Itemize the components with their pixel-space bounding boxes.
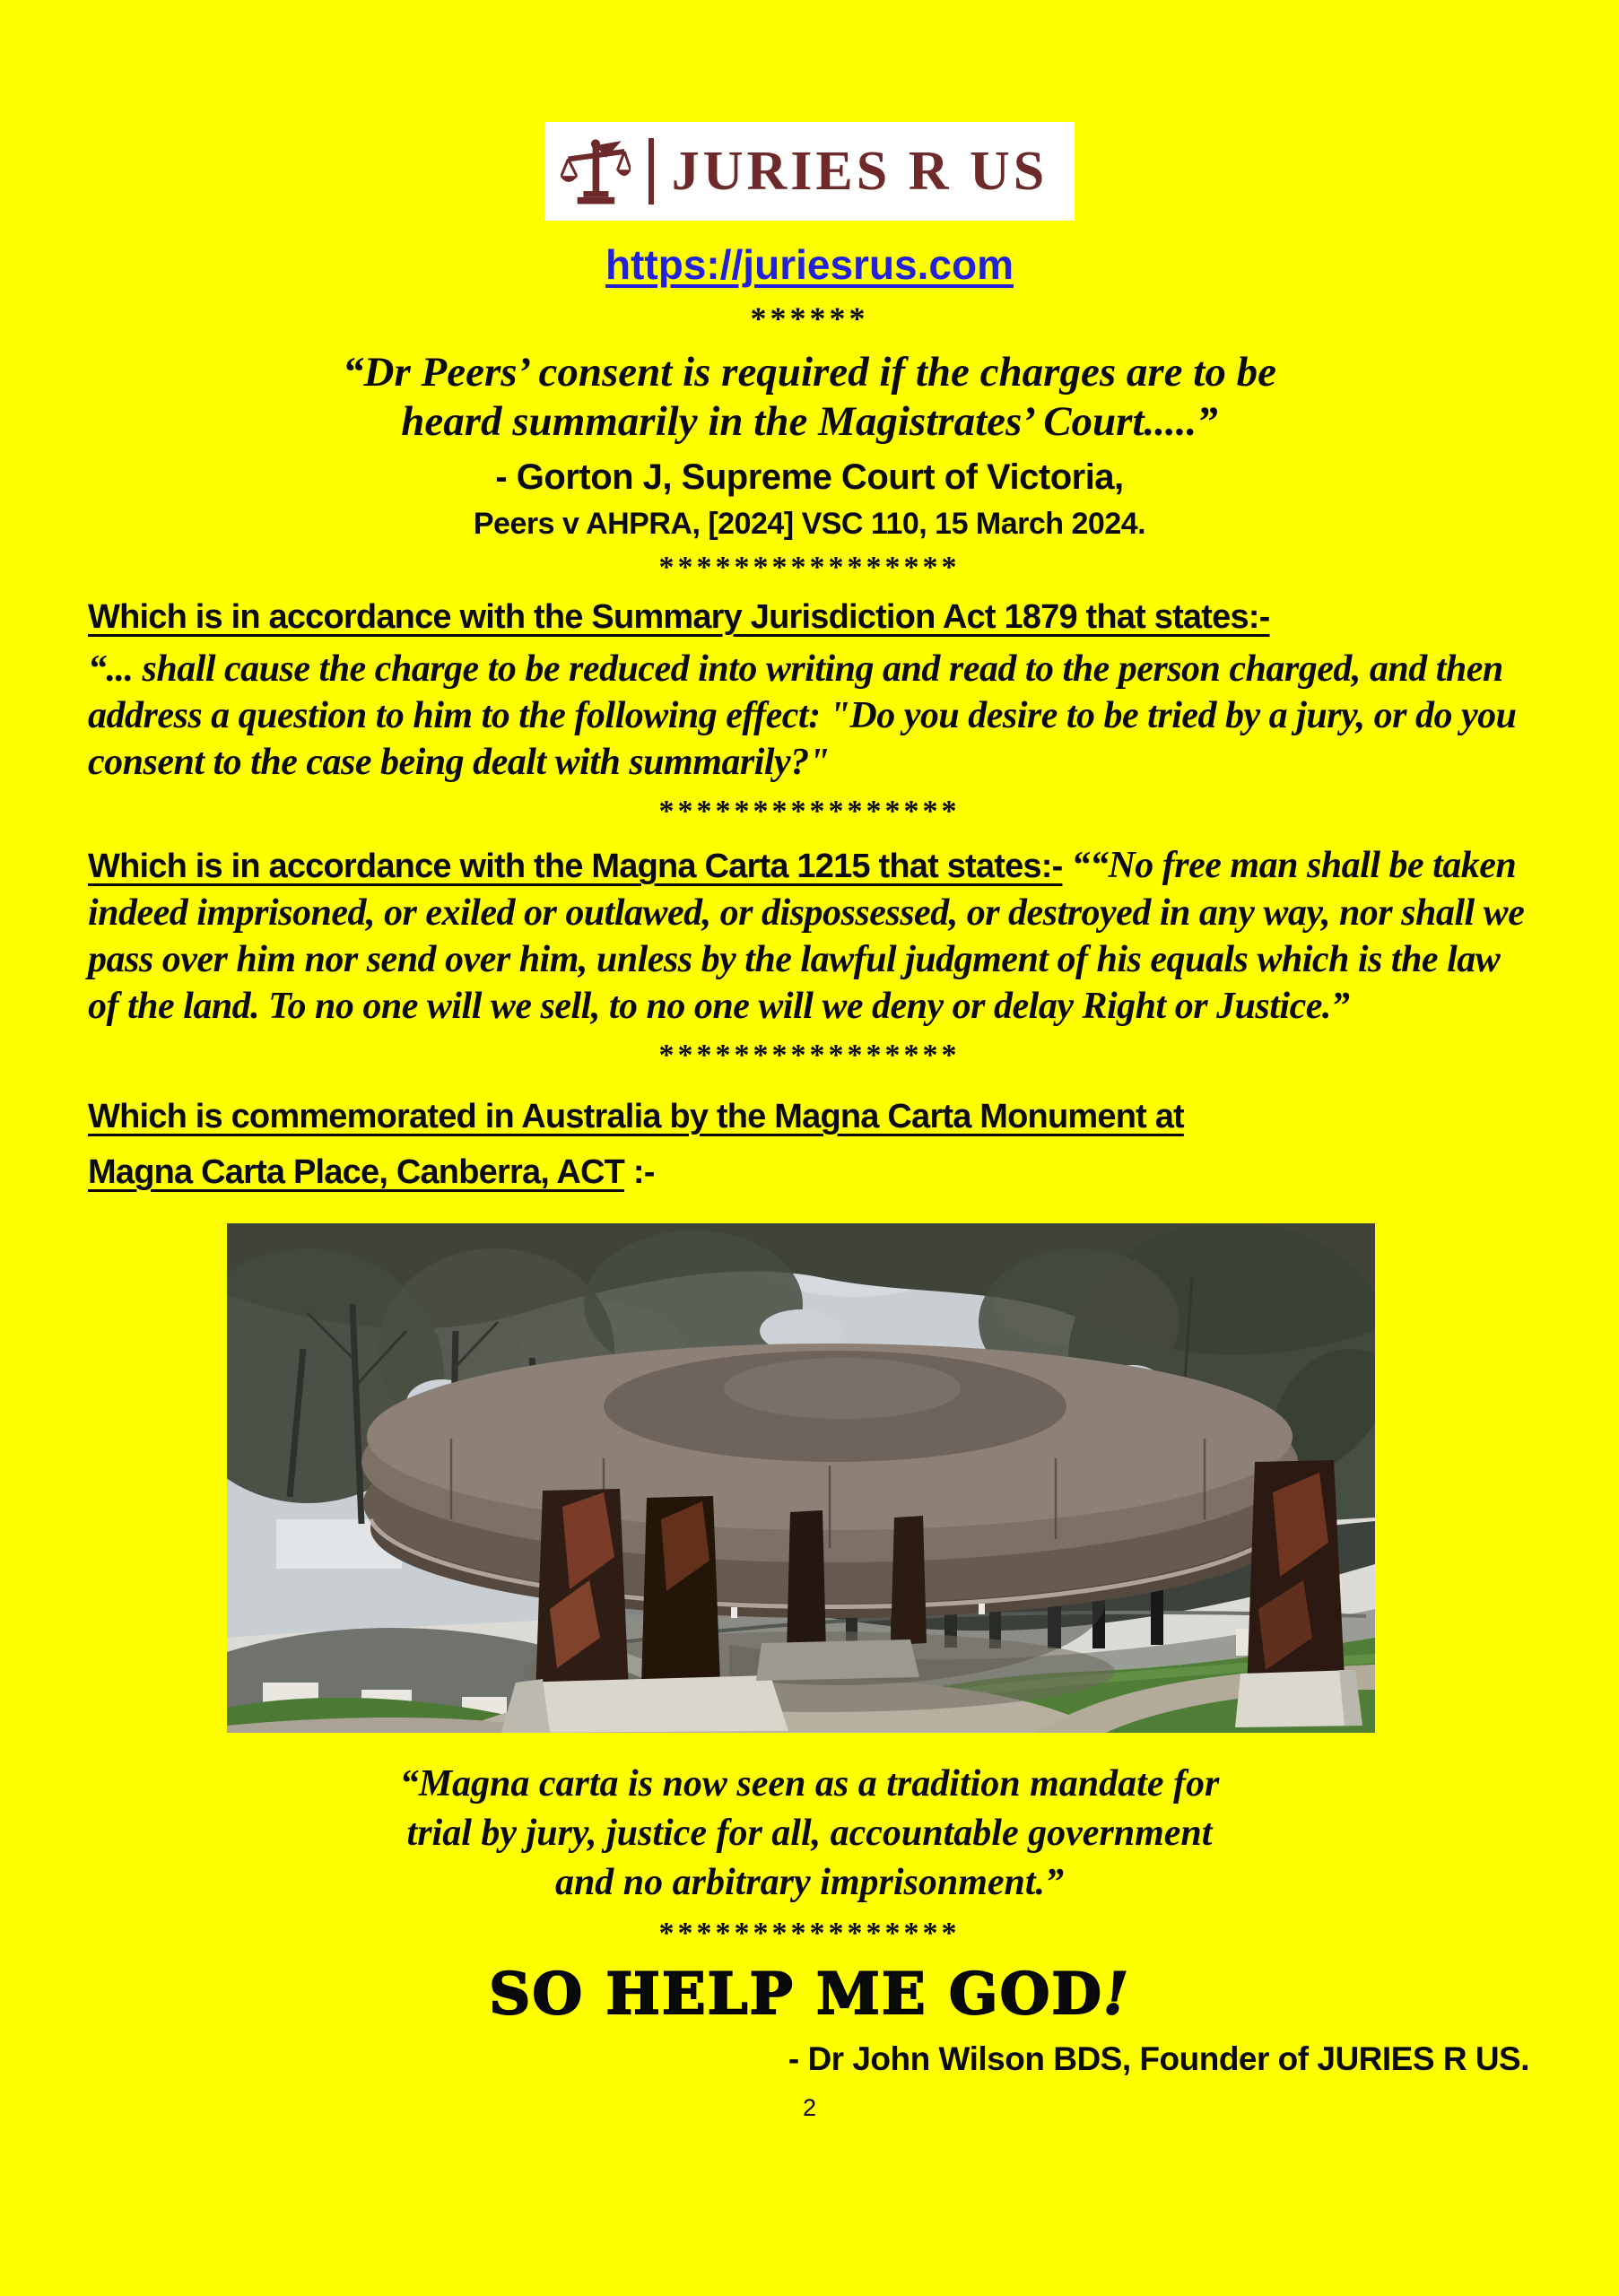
separator-stars-4: **************** <box>658 1916 961 1950</box>
monument-heading <box>88 1089 1531 1200</box>
summary-jurisdiction-heading-text: Which is in accordance with the Summary Jurisdiction Act 1879 that states:- <box>88 597 1270 636</box>
lead-quote-citation: Peers v AHPRA, [2024] VSC 110, 15 March 2024. <box>473 506 1146 541</box>
separator-stars-top: ****** <box>750 300 869 336</box>
founder-signature: - Dr John Wilson BDS, Founder of JURIES R US. <box>788 2040 1529 2078</box>
monument-caption-line1: “Magna carta is now seen as a tradition mandate for <box>399 1762 1220 1805</box>
declaration-exclamation: ! <box>1102 1961 1130 2029</box>
monument-caption-line2: trial by jury, justice for all, accountable government <box>406 1812 1213 1854</box>
lead-quote-attribution: - Gorton J, Supreme Court of Victoria, <box>495 457 1124 497</box>
lead-quote-line2: heard summarily in the Magistrates’ Court.....” <box>401 397 1218 445</box>
magna-carta-paragraph <box>88 842 1531 1030</box>
declaration-text: SO HELP ME GOD <box>489 1961 1103 2029</box>
lead-quote-line1: “Dr Peers’ consent is required if the charges are to be <box>343 348 1276 396</box>
magna-carta-heading: Which is in accordance with the Magna Carta 1215 that states:- <box>88 848 1063 886</box>
separator-stars-2: **************** <box>658 794 961 828</box>
monument-caption <box>0 1760 1619 1908</box>
juries-r-us-logo <box>544 122 1075 221</box>
scales-of-justice-icon <box>561 131 631 212</box>
summary-jurisdiction-quote: “... shall cause the charge to be reduced into writing and read to the person charged, and then address a question to him to the following effect: "Do you desire to be tried by a jury, or do you consent to the case being dealt with summarily?" <box>88 648 1517 783</box>
header <box>0 122 1619 221</box>
magna-carta-monument-photo <box>227 1223 1375 1733</box>
page-number: 2 <box>802 2094 817 2122</box>
lead-quote <box>0 348 1619 447</box>
magna-carta-quote: ““No free man shall be taken indeed imprisoned, or exiled or outlawed, or dispossessed, or destroyed in any way, nor shall we pass over him nor send over him, unless by the lawful judgment of his equals which is the law of the land. To no one will we sell, to no one will we deny or delay Right or Justice.” <box>88 845 1525 1028</box>
separator-stars-1: **************** <box>658 550 961 584</box>
site-link[interactable]: https://juriesrus.com <box>605 241 1014 288</box>
url-row <box>0 240 1619 289</box>
logo-text: JURIES R US <box>671 141 1049 202</box>
monument-heading-line1: Which is commemorated in Australia by the Magna Carta Monument at <box>88 1097 1184 1135</box>
monument-heading-line2: Magna Carta Place, Canberra, ACT <box>88 1152 625 1191</box>
monument-heading-suffix: :- <box>624 1152 655 1191</box>
so-help-me-god-declaration <box>0 1961 1619 2028</box>
logo-divider-bar <box>648 138 654 204</box>
summary-jurisdiction-heading <box>88 598 1531 637</box>
separator-stars-3: **************** <box>658 1039 961 1073</box>
monument-caption-line3: and no arbitrary imprisonment.” <box>554 1861 1065 1903</box>
